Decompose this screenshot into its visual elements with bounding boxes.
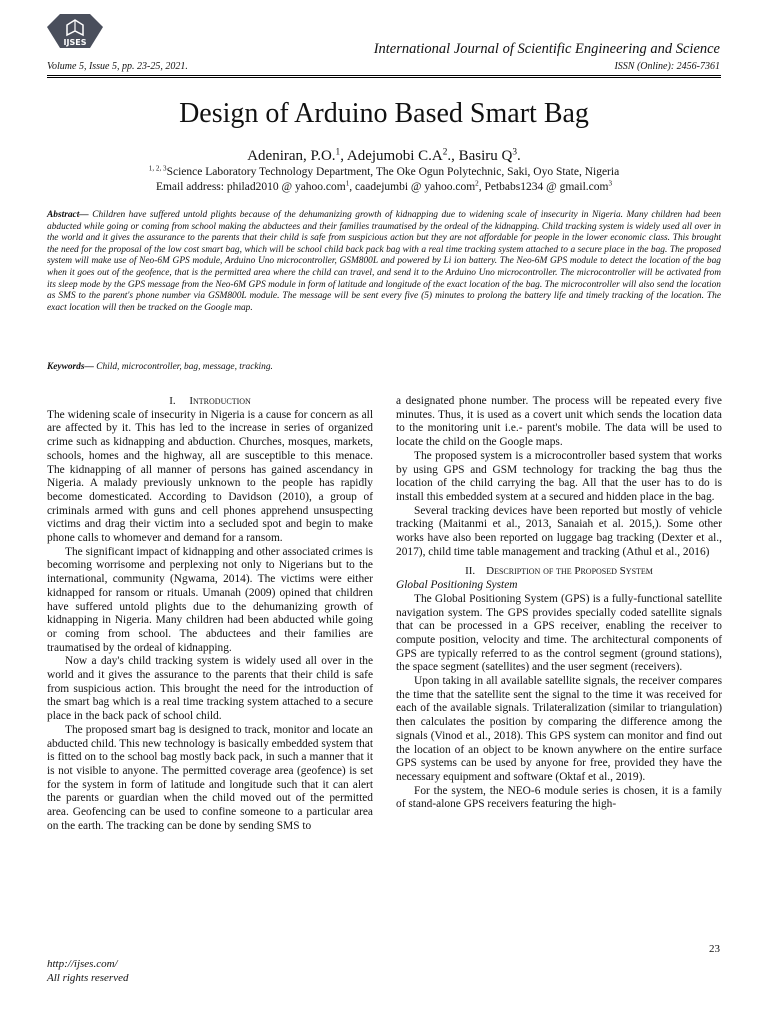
author-sup: 2: [442, 147, 448, 158]
email-address: Petbabs1234 @ gmail.com: [484, 181, 609, 193]
email-address: philad2010 @ yahoo.com: [226, 181, 346, 193]
logo-text: IJSES: [63, 38, 87, 47]
paragraph: a designated phone number. The process will be repeated every five minutes. Thus, it is used as a covert unit which sends the location data to the monitoring unit i.e.- parent's mobile. The data will be used to locate the child on the Google maps.: [396, 395, 722, 449]
issn: ISSN (Online): 2456-7361: [614, 61, 720, 72]
logo-emblem-icon: [45, 12, 105, 52]
paragraph: Now a day's child tracking system is widely used all over in the world and it gives the assurance to the parents that their child is safe from suspicious action. This brought the need for the introduction of the smart bag which is a real time tracking system attached to a secure place in the back pack of school child.: [47, 655, 373, 723]
paper-title: Design of Arduino Based Smart Bag: [179, 98, 589, 129]
author-sep: .: [517, 148, 521, 164]
abstract: [47, 210, 721, 314]
header-rule: [47, 75, 721, 76]
paragraph: The widening scale of insecurity in Nigeria is a cause for concern as all are affected by it. This has led to the increase in series of organized crime such as kidnapping and abduction. Churches, mosques, markets, schools, homes and the highway, all are susceptible to this menace. The kidnapping of all manner of persons has gained ascendancy in Nigeria. A malady previously unknown to the people has rapidly become domesticated. According to Davidson (2010), a group of criminals armed with guns and cell phones apprehend unsuspecting victims and drag their victim into a secluded spot and begin to make phone calls to whomever and demand for a ransom.: [47, 408, 373, 545]
paragraph: For the system, the NEO-6 module series is chosen, it is a family of stand-alone GPS receivers featuring the high-: [396, 784, 722, 811]
volume-info: Volume 5, Issue 5, pp. 23-25, 2021.: [47, 61, 188, 72]
affiliation: [0, 166, 768, 178]
author-name: Basiru Q: [458, 148, 513, 164]
section-title: Description of the Proposed System: [486, 565, 653, 578]
email-label: Email address:: [155, 181, 227, 193]
section-title: Introduction: [189, 395, 251, 407]
author-sep: ,: [340, 148, 347, 164]
paragraph: Several tracking devices have been reported but mostly of vehicle tracking (Maitanmi et al., 2013, Sanaiah et al. 2015,). Some other works have also been reported on luggage bag tracking (Dexter et al., 2017), child time table management and tracking (Athul et al., 2016): [396, 504, 722, 558]
email-sup: 2: [475, 179, 479, 188]
keywords-text: Child, microcontroller, bag, message, tracking.: [96, 362, 273, 372]
section-number: II.: [465, 565, 476, 578]
affiliation-text: Science Laboratory Technology Department, The Oke Ogun Polytechnic, Saki, Oyo State, Nigeria: [166, 166, 620, 178]
paragraph: The significant impact of kidnapping and other associated crimes is becoming worrisome and perplexing not only to Nigerians but to the international, community (Ngwama, 2014). The victims were either kidnapped for ransom or rituals. Umanah (2009) opined that children have suffered untold plights due to the dehumanizing growth of kidnapping in Nigeria. Many children had been abducted while going or coming from school. The abductees and their families are traumatised by the ordeal of kidnapping.: [47, 545, 373, 654]
paragraph: Upon taking in all available satellite signals, the receiver compares the time that the satellite sent the signal to the time it was received for each of the available signals. Trilateralization (similar to triangulation) then calculates the position by comparing the difference among the signals (Vinod et al., 2018). This GPS system can monitor and find out the location of an object to be known anywhere on the entire surface GPS systems can be used by anyone for free, provided they have the necessary equipment and software (Oktaf et al., 2019).: [396, 675, 722, 783]
email-sep: ,: [478, 181, 485, 193]
journal-logo: [45, 12, 105, 52]
rights-text: All rights reserved: [47, 971, 129, 984]
author-list: [0, 148, 768, 165]
paragraph: The Global Positioning System (GPS) is a fully-functional satellite navigation system. The GPS provides specially coded satellite signals that can be processed in a GPS receiver, enabling the receiver to compute position, velocity and time. The architectural components of GPS are typically referred to as the control segment (ground stations), the space segment (satellites) and the user segment (receivers).: [396, 592, 722, 674]
right-column: [396, 395, 722, 812]
footer: [47, 958, 128, 985]
paragraph: The proposed smart bag is designed to track, monitor and locate an abducted child. This new technology is basically embedded system that is fitted on to the school bag mostly back pack, in such a manner that it is not visible to anyone. The permitted coverage area (geofence) is set for the system in form of latitude and longitude such that it can alert the parents or guardian when the child moved out of the permitted area. Geofencing can be used to confine someone to a particular area on the earth. The tracking can be done by sending SMS to: [47, 723, 373, 832]
section-heading-introduction: [47, 395, 373, 409]
abstract-label: Abstract—: [47, 210, 89, 220]
affiliation-sup: 1, 2, 3: [148, 164, 167, 173]
author-name: Adeniran, P.O.: [247, 148, 336, 164]
email-sup: 1: [345, 179, 350, 188]
author-sup: 1: [335, 147, 341, 158]
journal-url[interactable]: http://ijses.com/: [47, 958, 118, 970]
left-column: [47, 395, 373, 834]
email-line: [0, 181, 768, 193]
header-rule-thin: [47, 77, 721, 78]
section-number: I.: [169, 395, 176, 407]
author-sup: 3: [512, 147, 518, 158]
section-heading-proposed-system: [396, 565, 722, 579]
subsection-heading: Global Positioning System: [396, 579, 518, 592]
email-address: caadejumbi @ yahoo.com: [355, 181, 476, 193]
journal-name: International Journal of Scientific Engineering and Science: [373, 41, 720, 57]
email-sup: 3: [608, 179, 613, 188]
author-sep: .,: [447, 148, 459, 164]
keywords: [47, 362, 721, 372]
author-name: Adejumobi C.A: [346, 148, 443, 164]
paragraph: The proposed system is a microcontroller based system that works by using GPS and GSM technology for tracking the bag thus the location of the child carrying the bag. All that the user has to do is install this embedded system at a secured and hidden place in the bag.: [396, 449, 722, 503]
email-sep: ,: [349, 181, 356, 193]
page-number: 23: [709, 943, 720, 955]
keywords-label: Keywords—: [47, 362, 94, 372]
abstract-text: Children have suffered untold plights because of the dehumanizing growth of kidnapping due to widening scale of insecurity in Nigeria. Many children had been abducted while going or coming from school making the abductees and their families traumatised by the ordeal of the kidnapping. Child tracking system is widely used all over in the world and it gives the assurance to the parents that their child is safe from suspicious action but they are not affordable for people in the lower economic class. This brought the need for the proposal of the low cost smart bag, which will be school child back pack bag with a real time tracking system attached to a secure place in the bag. The proposed system will make use of Neo-6M GPS module, Arduino Uno microcontroller, GSM800L and powered by Li ion battery. The Neo-6M GPS module to detect the location of the bag when it goes out of the geofence, that is the permitted area where the child can travel, and send it to the Arduino Uno microcontroller. The microcontroller will be activated from its sleep mode by the GPS message from the Neo-6M GPS module in form of latitude and longitude of the exact location of the bag. The microcontroller will also send the location as SMS to the parent's phone number via GSM800L module. The message will be sent every five (5) minutes to prolong the battery life and timely tracking of the location. The exact location will then be tracked on the Google map.: [47, 210, 721, 313]
